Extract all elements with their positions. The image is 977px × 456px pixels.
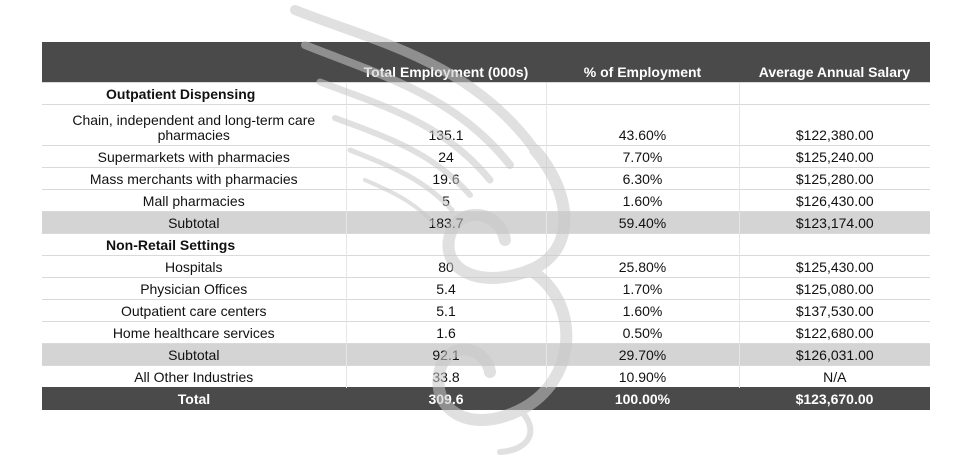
row-label: Chain, independent and long-term care pharmacies: [42, 105, 346, 146]
row-label: All Other Industries: [42, 366, 346, 388]
row-salary: $126,031.00: [739, 344, 930, 366]
header-percent-employment: % of Employment: [546, 42, 739, 83]
row-employment: 135.1: [346, 105, 546, 146]
subtotal-row: [42, 212, 930, 234]
row-employment: 33.8: [346, 366, 546, 388]
row-employment: 5: [346, 190, 546, 212]
row-employment: 309.6: [346, 388, 546, 411]
row-label: Total: [42, 388, 346, 411]
row-salary: $122,380.00: [739, 105, 930, 146]
row-employment: 24: [346, 146, 546, 168]
row-salary: $126,430.00: [739, 190, 930, 212]
row-label: Outpatient care centers: [42, 300, 346, 322]
row-salary: $122,680.00: [739, 322, 930, 344]
row-label: Mall pharmacies: [42, 190, 346, 212]
row-label: Physician Offices: [42, 278, 346, 300]
section-header-row: [42, 83, 930, 105]
pharmacist-employment-table: [42, 42, 930, 410]
table-row: [42, 256, 930, 278]
row-percent: 7.70%: [546, 146, 739, 168]
row-percent: 6.30%: [546, 168, 739, 190]
table-row: [42, 168, 930, 190]
table-row: [42, 300, 930, 322]
row-label: Home healthcare services: [42, 322, 346, 344]
row-employment: 5.1: [346, 300, 546, 322]
other-industries-row: [42, 366, 930, 388]
row-label: Hospitals: [42, 256, 346, 278]
row-label: Subtotal: [42, 212, 346, 234]
row-percent: 59.40%: [546, 212, 739, 234]
row-percent: 29.70%: [546, 344, 739, 366]
row-label: Mass merchants with pharmacies: [42, 168, 346, 190]
subtotal-row: [42, 344, 930, 366]
section-header-row: [42, 234, 930, 256]
section-title: Outpatient Dispensing: [42, 83, 346, 105]
row-percent: 100.00%: [546, 388, 739, 411]
row-salary: $137,530.00: [739, 300, 930, 322]
table-row: [42, 190, 930, 212]
row-percent: 43.60%: [546, 105, 739, 146]
row-percent: 1.60%: [546, 190, 739, 212]
row-salary: $125,430.00: [739, 256, 930, 278]
table-row: [42, 146, 930, 168]
table-row: [42, 322, 930, 344]
row-percent: 25.80%: [546, 256, 739, 278]
row-salary: $123,670.00: [739, 388, 930, 411]
row-employment: 5.4: [346, 278, 546, 300]
row-employment: 80: [346, 256, 546, 278]
header-total-employment: Total Employment (000s): [346, 42, 546, 83]
total-row: [42, 388, 930, 411]
row-employment: 1.6: [346, 322, 546, 344]
row-employment: 183.7: [346, 212, 546, 234]
row-salary: $125,280.00: [739, 168, 930, 190]
row-percent: 1.60%: [546, 300, 739, 322]
row-percent: 1.70%: [546, 278, 739, 300]
row-label: Subtotal: [42, 344, 346, 366]
row-salary: $125,240.00: [739, 146, 930, 168]
row-employment: 19.6: [346, 168, 546, 190]
table-row: [42, 278, 930, 300]
row-employment: 92.1: [346, 344, 546, 366]
header-label: [42, 42, 346, 83]
header-row: [42, 42, 930, 83]
row-label: Supermarkets with pharmacies: [42, 146, 346, 168]
row-percent: 0.50%: [546, 322, 739, 344]
row-salary: N/A: [739, 366, 930, 388]
row-percent: 10.90%: [546, 366, 739, 388]
row-salary: $125,080.00: [739, 278, 930, 300]
section-title: Non-Retail Settings: [42, 234, 346, 256]
table-row: [42, 105, 930, 146]
row-salary: $123,174.00: [739, 212, 930, 234]
header-average-salary: Average Annual Salary: [739, 42, 930, 83]
